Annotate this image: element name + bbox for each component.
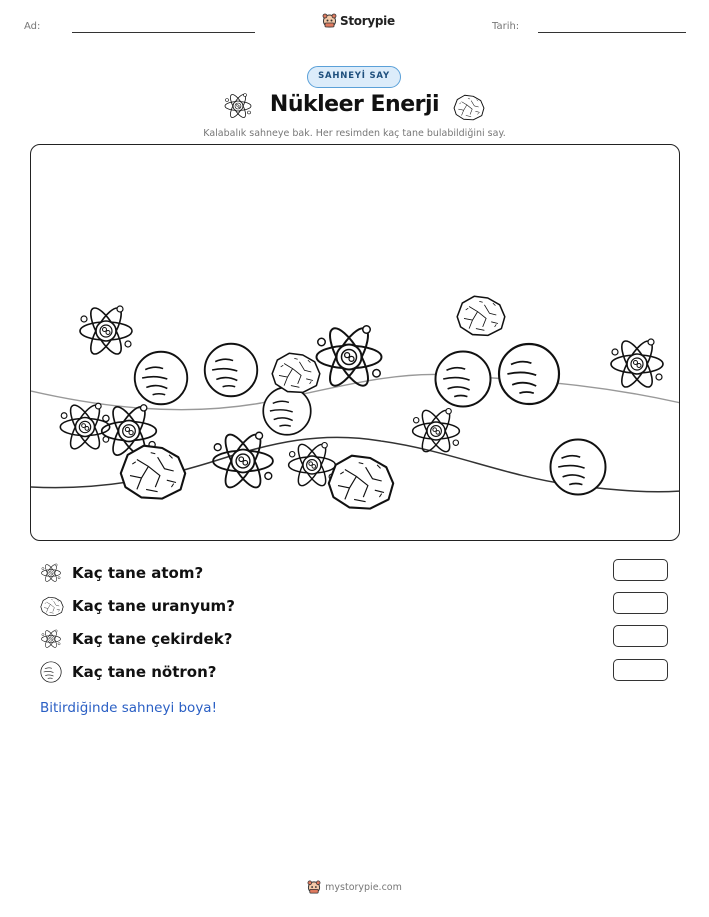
- background-hill-line: [31, 374, 680, 409]
- neutron-item-3: [263, 387, 311, 435]
- atom-icon: [40, 562, 62, 584]
- counting-scene[interactable]: [30, 144, 680, 541]
- uranium-item-3: [121, 446, 185, 499]
- question-atom-text: Kaç tane atom?: [72, 564, 204, 582]
- page-title: Nükleer Enerji: [269, 92, 440, 117]
- footer-url[interactable]: mystorypie.com: [325, 881, 402, 893]
- name-line[interactable]: [72, 32, 255, 33]
- neutron-item-2: [205, 344, 258, 397]
- question-nucleus-text: Kaç tane çekirdek?: [72, 630, 233, 648]
- question-atom: [40, 561, 203, 585]
- brand-name: Storypie: [340, 13, 395, 28]
- activity-badge: SAHNEYİ SAY: [307, 66, 401, 88]
- answer-box-uranium[interactable]: [613, 592, 668, 614]
- uranium-item-4: [329, 456, 393, 509]
- answer-box-atom[interactable]: [613, 559, 668, 581]
- footer: [0, 880, 709, 894]
- uranium-rock-icon: [453, 93, 485, 121]
- name-label: Ad:: [24, 21, 41, 32]
- scene-illustration: [31, 145, 680, 541]
- question-neutron: [40, 660, 216, 684]
- date-line[interactable]: [538, 32, 686, 33]
- nucleus-icon: [40, 628, 62, 650]
- answer-box-neutron[interactable]: [613, 659, 668, 681]
- answer-box-nucleus[interactable]: [613, 625, 668, 647]
- storypie-mascot-icon: [307, 880, 321, 894]
- neutron-item-5: [499, 344, 559, 404]
- question-uranium: [40, 594, 235, 618]
- question-uranium-text: Kaç tane uranyum?: [72, 597, 235, 615]
- storypie-mascot-icon: [322, 13, 337, 28]
- neutron-item-4: [436, 352, 491, 407]
- date-label: Tarih:: [492, 21, 520, 32]
- finish-instruction: Bitirdiğinde sahneyi boya!: [40, 700, 217, 716]
- uranium-rock-icon: [40, 595, 64, 617]
- brand-logo: [322, 13, 395, 28]
- neutron-item-1: [135, 352, 188, 405]
- question-nucleus: [40, 627, 232, 651]
- uranium-item-2: [272, 353, 320, 392]
- uranium-item-1: [457, 296, 505, 335]
- atom-item-4: [611, 337, 663, 391]
- atom-item-3: [213, 430, 273, 492]
- question-neutron-text: Kaç tane nötron?: [72, 663, 217, 681]
- neutron-icon: [40, 661, 62, 683]
- instructions: Kalabalık sahneye bak. Her resimden kaç tane bulabildiğini say.: [203, 128, 506, 139]
- atom-item-1: [80, 304, 132, 358]
- atom-item-5: [60, 401, 109, 452]
- neutron-item-6: [551, 440, 606, 495]
